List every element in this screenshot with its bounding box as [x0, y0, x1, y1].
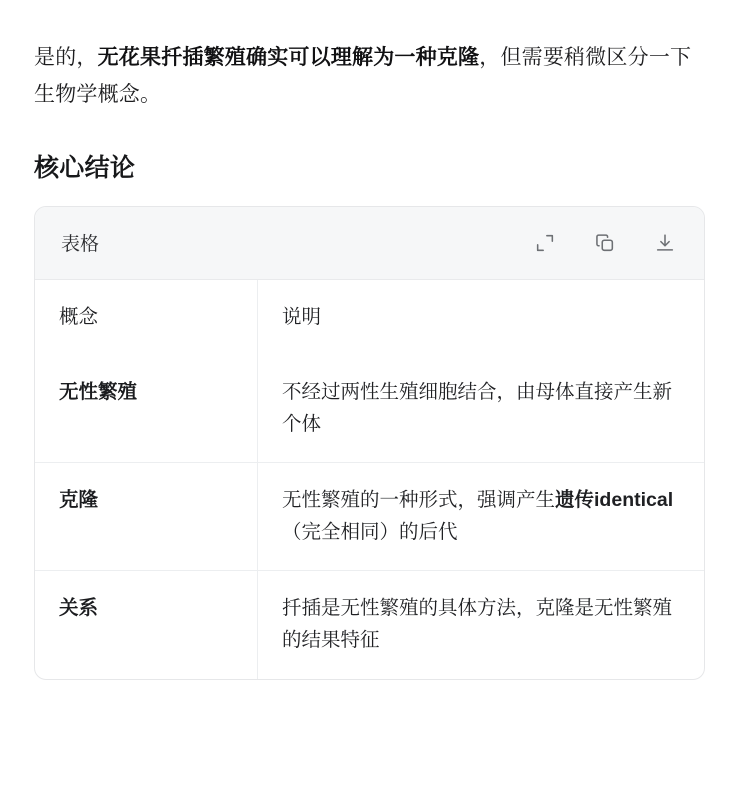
row-concept-relation: 关系: [35, 571, 258, 679]
row-concept-clone: 克隆: [35, 463, 258, 571]
expand-icon[interactable]: [532, 230, 558, 256]
table-card-actions: [532, 230, 678, 256]
row-description-asexual: 不经过两性生殖细胞结合，由母体直接产生新个体: [258, 355, 705, 463]
clone-desc-part2: （完全相同）的后代: [282, 520, 458, 543]
copy-icon[interactable]: [592, 230, 618, 256]
clone-desc-bold: 遗传identical: [555, 489, 674, 512]
table-head: [35, 280, 704, 356]
table-header-row: [35, 280, 704, 356]
intro-bold-phrase: 无花果扦插繁殖确实可以理解为一种克隆: [97, 46, 480, 69]
table-header-concept: 概念: [35, 280, 258, 356]
table-row: [35, 355, 704, 463]
table-row: [35, 463, 704, 571]
intro-tail: ，但需要稍微区分一下生物学概念。: [34, 46, 692, 106]
table-card-title: 表格: [61, 234, 100, 255]
section-title: 核心结论: [34, 153, 136, 182]
table-body: [35, 355, 704, 678]
table-header-description: 说明: [282, 305, 322, 328]
clone-desc-part1: 无性繁殖的一种形式，强调产生: [282, 489, 556, 512]
table-row: [35, 571, 704, 679]
intro-paragraph: [34, 40, 705, 114]
row-description-clone: [258, 463, 705, 571]
table-card-header: [35, 207, 704, 280]
intro-lead: 是的，: [34, 46, 98, 69]
concept-table: [35, 280, 704, 679]
table-card: [34, 206, 705, 680]
row-description-relation: 扦插是无性繁殖的具体方法，克隆是无性繁殖的结果特征: [282, 597, 673, 651]
row-concept-asexual: 无性繁殖: [35, 355, 258, 463]
download-icon[interactable]: [652, 230, 678, 256]
